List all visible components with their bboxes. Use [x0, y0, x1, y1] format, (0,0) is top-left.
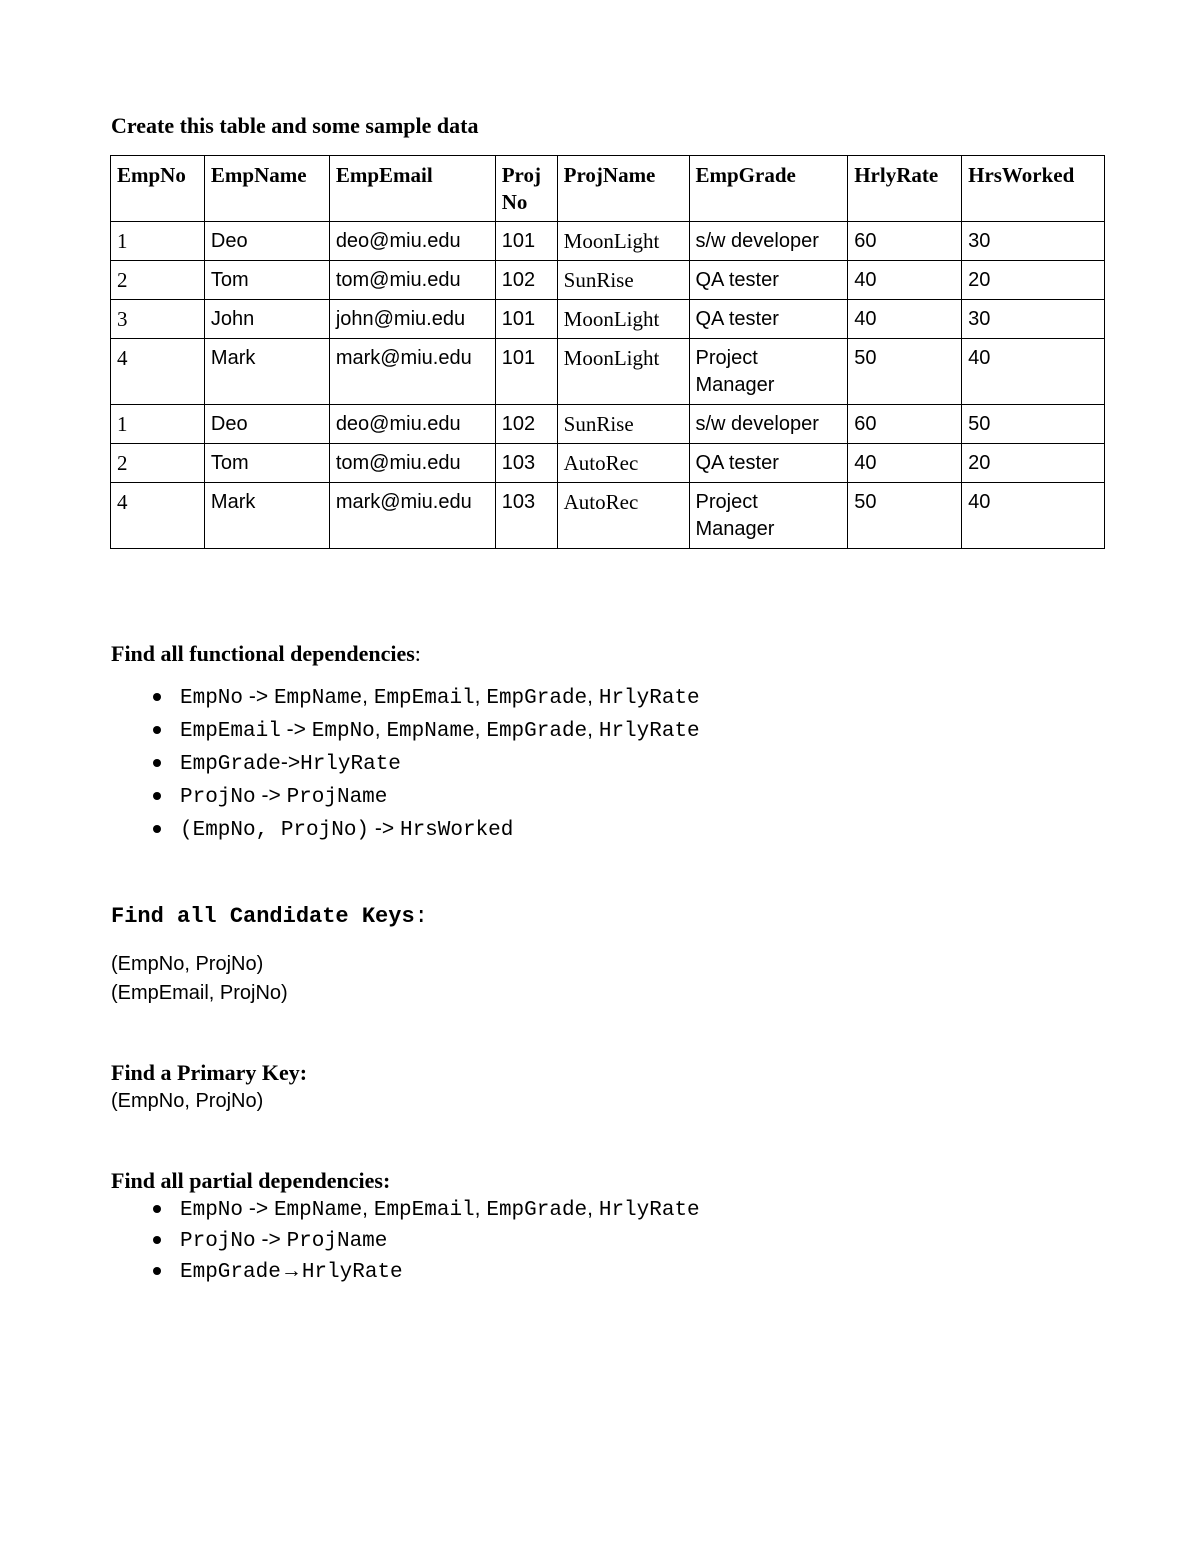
table-cell: tom@miu.edu	[329, 444, 495, 483]
header-cell: EmpNo	[111, 156, 205, 222]
dependency-item	[111, 779, 700, 812]
table-header-row	[111, 156, 1105, 222]
dependency-arrow: ->	[243, 685, 274, 708]
dependency-separator: ,	[474, 718, 487, 741]
dependency-separator: ,	[587, 685, 599, 708]
table-cell: Project Manager	[689, 339, 848, 405]
table-cell: Mark	[204, 339, 329, 405]
dependency-rhs-attribute: EmpName	[273, 1199, 363, 1222]
bullet-icon	[153, 1267, 161, 1275]
dependency-item	[111, 713, 700, 746]
candidate-heading-colon: :	[414, 904, 428, 929]
dependency-item	[111, 1255, 700, 1286]
dependency-lhs: EmpNo	[180, 687, 244, 710]
table-cell: 103	[495, 483, 557, 549]
dependency-separator: ,	[362, 685, 374, 708]
table-cell: deo@miu.edu	[329, 405, 495, 444]
table-cell: 20	[962, 444, 1105, 483]
partial-dependency-list	[111, 1193, 700, 1286]
bullet-icon	[153, 759, 161, 767]
table-cell: 40	[848, 261, 962, 300]
dependency-rhs-attribute: EmpGrade	[486, 687, 588, 710]
header-cell: Proj No	[495, 156, 557, 222]
dependency-lhs: EmpGrade	[180, 1261, 281, 1284]
table-cell: Tom	[204, 261, 329, 300]
table-cell: QA tester	[689, 300, 848, 339]
bullet-icon	[153, 693, 161, 701]
table-cell: 50	[962, 405, 1105, 444]
table-row	[111, 405, 1105, 444]
table-cell: 50	[848, 339, 962, 405]
dependency-rhs-attribute: EmpName	[273, 687, 363, 710]
dependency-item	[111, 746, 700, 779]
table-cell: deo@miu.edu	[329, 222, 495, 261]
table-cell: 102	[495, 261, 557, 300]
dependency-rhs-attribute: HrlyRate	[301, 1261, 403, 1284]
employee-table	[110, 155, 1105, 549]
table-cell: 1	[111, 222, 205, 261]
table-cell: 101	[495, 222, 557, 261]
table-cell: MoonLight	[557, 339, 689, 405]
table-cell: 50	[848, 483, 962, 549]
functional-heading-text: Find all functional dependencies	[111, 641, 415, 666]
candidate-heading-text: Find all Candidate Keys	[111, 904, 415, 929]
dependency-separator: ,	[362, 1197, 374, 1220]
table-cell: mark@miu.edu	[329, 339, 495, 405]
header-cell: EmpName	[204, 156, 329, 222]
dependency-rhs-attribute: HrlyRate	[598, 687, 700, 710]
table-cell: Tom	[204, 444, 329, 483]
dependency-rhs-attribute: EmpName	[386, 720, 475, 743]
dependency-item	[111, 812, 700, 845]
dependency-rhs-attribute: HrsWorked	[399, 819, 514, 842]
table-row	[111, 261, 1105, 300]
table-cell: tom@miu.edu	[329, 261, 495, 300]
dependency-item	[111, 1193, 700, 1224]
table-cell: 101	[495, 300, 557, 339]
dependency-arrow: ->	[255, 1228, 287, 1251]
dependency-lhs: ProjNo	[180, 786, 256, 809]
candidate-key-1: (EmpNo, ProjNo)	[111, 953, 264, 975]
dependency-rhs-attribute: EmpGrade	[486, 720, 588, 743]
header-cell: EmpEmail	[329, 156, 495, 222]
dependency-arrow: ->	[280, 718, 312, 741]
primary-key: (EmpNo, ProjNo)	[111, 1090, 264, 1112]
table-cell: 102	[495, 405, 557, 444]
dependency-separator: ,	[587, 718, 599, 741]
table-cell: 4	[111, 339, 205, 405]
dependency-separator: ,	[587, 1197, 599, 1220]
table-cell: 103	[495, 444, 557, 483]
bullet-icon	[153, 1205, 161, 1213]
dependency-rhs-attribute: HrlyRate	[598, 1199, 700, 1222]
bullet-icon	[153, 726, 161, 734]
table-cell: 60	[848, 405, 962, 444]
table-body	[111, 222, 1105, 549]
bullet-icon	[153, 1236, 161, 1244]
table-cell: 40	[962, 483, 1105, 549]
table-cell: MoonLight	[557, 222, 689, 261]
table-cell: MoonLight	[557, 300, 689, 339]
table-cell: AutoRec	[557, 483, 689, 549]
table-row	[111, 222, 1105, 261]
candidate-heading	[111, 904, 428, 930]
table-row	[111, 483, 1105, 549]
table-row	[111, 444, 1105, 483]
partial-heading: Find all partial dependencies:	[111, 1168, 391, 1193]
table-cell: SunRise	[557, 405, 689, 444]
dependency-rhs-attribute: EmpEmail	[373, 687, 475, 710]
dependency-arrow: ->	[243, 1197, 274, 1220]
dependency-arrow: ->	[369, 817, 400, 840]
dependency-separator: ,	[474, 1197, 487, 1220]
table-cell: 60	[848, 222, 962, 261]
primary-heading: Find a Primary Key:	[111, 1060, 308, 1085]
dependency-separator: ,	[474, 685, 487, 708]
dependency-item	[111, 1224, 700, 1255]
dependency-rhs-attribute: EmpNo	[311, 720, 375, 743]
header-cell: EmpGrade	[689, 156, 848, 222]
dependency-rhs-attribute: ProjName	[286, 786, 388, 809]
table-cell: 2	[111, 444, 205, 483]
table-cell: QA tester	[689, 261, 848, 300]
table-cell: 1	[111, 405, 205, 444]
table-cell: 40	[962, 339, 1105, 405]
table-heading: Create this table and some sample data	[111, 113, 479, 138]
table-cell: 30	[962, 222, 1105, 261]
table-cell: AutoRec	[557, 444, 689, 483]
table-cell: 40	[848, 300, 962, 339]
table-cell: John	[204, 300, 329, 339]
table-cell: 2	[111, 261, 205, 300]
candidate-key-2: (EmpEmail, ProjNo)	[111, 982, 288, 1004]
table-cell: s/w developer	[689, 405, 848, 444]
table-cell: Mark	[204, 483, 329, 549]
table-cell: Deo	[204, 222, 329, 261]
dependency-lhs: (EmpNo, ProjNo)	[180, 819, 370, 842]
table-cell: john@miu.edu	[329, 300, 495, 339]
dependency-rhs-attribute: EmpEmail	[373, 1199, 475, 1222]
dependency-separator: ,	[374, 718, 387, 741]
table-row	[111, 300, 1105, 339]
table-cell: mark@miu.edu	[329, 483, 495, 549]
dependency-lhs: EmpNo	[180, 1199, 244, 1222]
dependency-lhs: EmpEmail	[180, 720, 281, 743]
functional-heading	[111, 641, 421, 667]
table-cell: 30	[962, 300, 1105, 339]
table-cell: 40	[848, 444, 962, 483]
table-cell: 20	[962, 261, 1105, 300]
bullet-icon	[153, 825, 161, 833]
functional-heading-colon: :	[414, 641, 421, 666]
dependency-arrow: →	[280, 1259, 302, 1282]
table-cell: 4	[111, 483, 205, 549]
header-cell: HrsWorked	[962, 156, 1105, 222]
table-cell: QA tester	[689, 444, 848, 483]
dependency-lhs: EmpGrade	[180, 753, 281, 776]
dependency-rhs-attribute: HrlyRate	[300, 753, 401, 776]
functional-dependency-list	[111, 680, 700, 845]
bullet-icon	[153, 792, 161, 800]
table-cell: 101	[495, 339, 557, 405]
table-cell: SunRise	[557, 261, 689, 300]
header-cell: ProjName	[557, 156, 689, 222]
table-cell: Deo	[204, 405, 329, 444]
dependency-rhs-attribute: EmpGrade	[486, 1199, 588, 1222]
dependency-rhs-attribute: HrlyRate	[598, 720, 700, 743]
table-cell: 3	[111, 300, 205, 339]
header-cell: HrlyRate	[848, 156, 962, 222]
dependency-arrow: ->	[255, 784, 287, 807]
dependency-item	[111, 680, 700, 713]
table-cell: Project Manager	[689, 483, 848, 549]
table-cell: s/w developer	[689, 222, 848, 261]
table-row	[111, 339, 1105, 405]
dependency-lhs: ProjNo	[180, 1230, 256, 1253]
dependency-arrow: ->	[280, 751, 301, 774]
dependency-rhs-attribute: ProjName	[286, 1230, 388, 1253]
